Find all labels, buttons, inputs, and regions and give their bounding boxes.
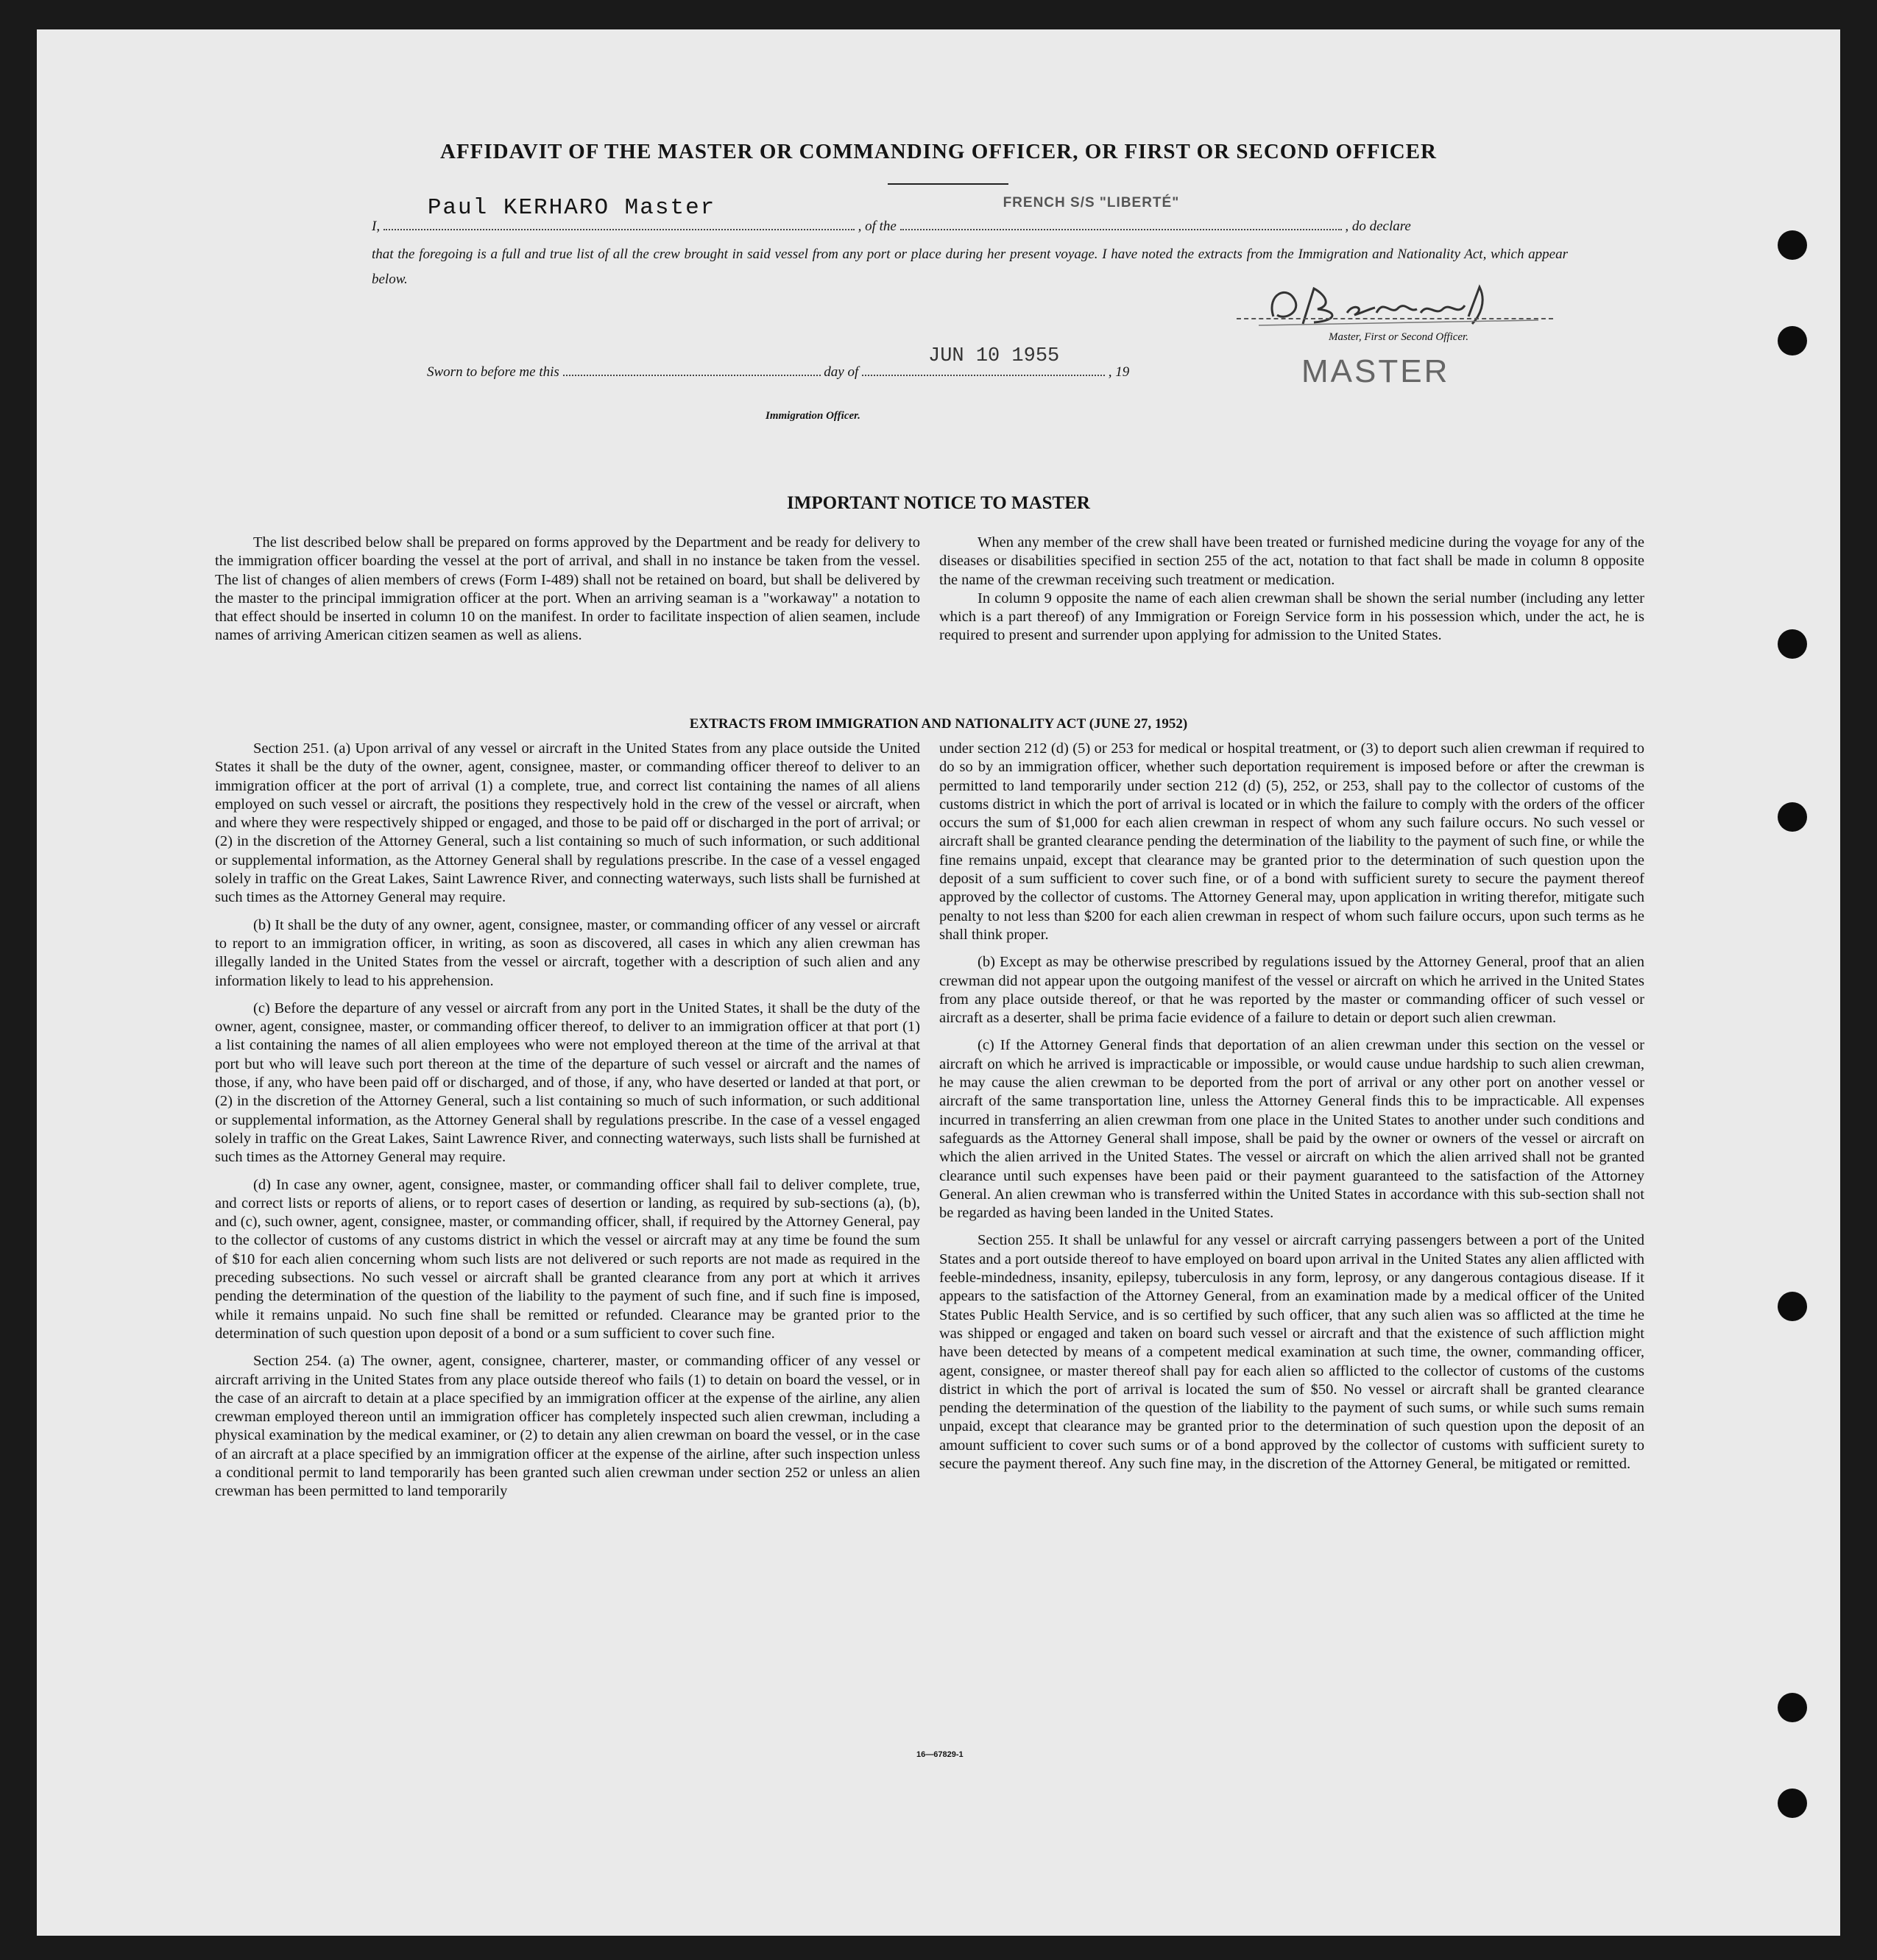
section-254a: Section 254. (a) The owner, agent, consignee, charterer, master, or commanding officer of any vessel or aircraft arriving in the United States from any place outside thereof who fails (1) to detain on board the vessel, or in the case of an aircraft to detain at a place specified by an immigration officer at the expense of the airline, any alien crewman employed thereon until an immigration officer has completely inspected such alien crewman, including a physical examination by the medical examiner, or (2) to detain any alien crewman on board the vessel, or in the case of an aircraft at a place specified by an immigration officer at the expense of the airline, after such inspection unless a conditional permit to land temporarily has been granted such alien crewman under section 252 or unless an alien crewman has been permitted to land temporarily xyxy=(215,1353,920,1500)
section-251d: (d) In case any owner, agent, consignee, master, or commanding officer shall fail to deliver complete, true, and correct lists or reports of aliens, or to report cases of desertion or landing, as required by sub-sections (a), (b), and (c), such owner, agent, consignee, master, or commanding officer, shall, if required by the Attorney General, pay to the collector of customs of any customs district in which the vessel or aircraft may at any time be found the sum of $10 for each alien concerning whom such lists are not delivered or such reports are not made as required in the preceding subsections. No such vessel or aircraft shall be granted clearance from any port at which it arrives pending the determination of the question of the liability to the payment of such fine, and if such fine is imposed, while it remains unpaid. No such fine shall be remitted or refunded. Clearance may be granted prior to the determination of such question upon deposit of a bond or a sum sufficient to cover such fine. xyxy=(215,1176,920,1342)
section-251a: Section 251. (a) Upon arrival of any vessel or aircraft in the United States from any place outside the United States it shall be the duty of the owner, agent, consignee, master, or commanding officer thereof to deliver to an immigration officer at the port of arrival (1) a complete, true, and correct list containing the names of all aliens employed on such vessel or aircraft, the positions they respectively hold in the crew of the vessel or aircraft, when and where they were respectively shipped or engaged, and those to be paid off or discharged in the port of arrival; or (2) in the discretion of the Attorney General, such a list containing so much of such information, or such additional or supplemental information, as the Attorney General shall by regulations prescribe. In the case of a vessel engaged solely in traffic on the Great Lakes, Saint Lawrence River, and connecting waterways, such lists shall be furnished at such times as the Attorney General may require. xyxy=(215,740,921,906)
do-declare-label: , do declare xyxy=(1345,219,1411,234)
document-page xyxy=(37,29,1840,1936)
day-of-label: day of xyxy=(824,364,859,380)
of-the-label: , of the xyxy=(858,219,897,234)
master-stamp: MASTER xyxy=(1301,353,1450,389)
notice-left-column xyxy=(215,534,920,654)
section-255: Section 255. It shall be unlawful for any vessel or aircraft carrying passengers between a port of the United States and a port outside thereof to have employed on board upon arrival in the United States any alien afflicted with feeble-mindedness, insanity, epilepsy, tuberculosis in any form, leprosy, or any dangerous contagious disease. If it appears to the satisfaction of the Attorney General, from an examination made by a medical officer of the United States Public Health Service, and is so certified by such officer, that any such alien was so afflicted at the time he was shipped or engaged and taken on board such vessel or aircraft and that the existence of such affliction might have been detected by means of a competent medical examination at such time, the owner, commanding officer, agent, consignee, or master thereof shall pay for each alien so afflicted to the collector of customs of the customs district in which the port of arrival is located the sum of $50. No vessel or aircraft shall be granted clearance pending the determination of the question of the liability to the payment of such sums, or while such sums remain unpaid, except that clearance may be granted prior to the determination of such question upon the deposit of an amount sufficient to cover such sums or of a bond approved by the collector of customs with sufficient surety to secure the payment thereof. Any such fine may, in the discretion of the Attorney General, be mitigated or remitted. xyxy=(939,1232,1644,1472)
declaration-body: that the foregoing is a full and true list of all the crew brought in said vessel from any port or place during her present voyage. I have noted the extracts from the Immigration and Nationality Act, which appear below. xyxy=(372,247,1568,287)
binder-hole xyxy=(1778,1789,1807,1818)
binder-hole xyxy=(1778,629,1807,659)
section-254b: (b) Except as may be otherwise prescribed by regulations issued by the Attorney General, proof that an alien crewman did not appear upon the outgoing manifest of the vessel or aircraft on which he arrived in the United States from any place outside thereof, or that he was reported by the master or commanding officer of such vessel or aircraft as a deserter, shall be prima facie evidence of a failure to detain or deport such alien crewman. xyxy=(939,954,1644,1027)
extracts-left-column xyxy=(215,740,920,1510)
notice-right-p2: In column 9 opposite the name of each alien crewman shall be shown the serial number (including any letter which is a part thereof) of any Immigration or Foreign Service form in his possession which, under the act, he is required to present and surrender upon applying for admission to the United States. xyxy=(939,590,1644,644)
date-stamp: JUN 10 1955 xyxy=(928,345,1060,367)
notice-right-p1: When any member of the crew shall have been treated or furnished medicine during the voyage for any of the diseases or disabilities specified in section 255 of the act, notation to that fact shall be made in column 8 opposite the name of the crewman receiving such treatment or medication. xyxy=(939,534,1644,588)
sworn-label: Sworn to before me this xyxy=(427,364,559,380)
vessel-name-field xyxy=(900,195,1342,230)
master-name-field xyxy=(383,195,855,230)
notice-title: IMPORTANT NOTICE TO MASTER xyxy=(787,493,1090,513)
notice-left-text: The list described below shall be prepared on forms approved by the Department and be ready for delivery to the immigration officer boarding the vessel at the port of arrival, and shall in no instance be taken from the vessel. The list of changes of alien members of crews (Form I-489) shall not be retained on board, but shall be delivered by the master to the principal immigration officer at the port. When an arriving seaman is a "workaway" a notation to that effect should be inserted in column 10 on the manifest. In order to facilitate inspection of alien seamen, include names of arriving American citizen seamen as well as aliens. xyxy=(215,534,920,644)
form-number: 16—67829-1 xyxy=(916,1750,964,1759)
i-label: I, xyxy=(372,219,381,234)
section-254a-continued: under section 212 (d) (5) or 253 for medical or hospital treatment, or (3) to deport such alien crewman if required to do so by an immigration officer, whether such deportation requirement is imposed before or after the crewman is permitted to land temporarily under section 212 (d) (5), 252, or 253, shall pay to the collector of customs of the customs district in which the port of arrival is located or in which the failure to comply with the orders of the officer occurs the sum of $1,000 for each alien crewman in respect of whom any such failure occurs. No such vessel or aircraft shall be granted clearance pending the determination of the liability to the payment of such fine, or while the fine remains unpaid, except that clearance may be granted prior to the determination of such question upon the deposit of a sum sufficient to cover such fine, or of a bond with sufficient surety to secure the payment thereof approved by the collector of customs. The Attorney General may, upon application in writing therefor, mitigate such penalty to not less than $200 for each alien crewman in respect of whom such failure occurs, upon such terms as he shall think proper. xyxy=(939,740,1644,943)
extracts-right-column xyxy=(939,740,1644,1482)
binder-hole xyxy=(1778,326,1807,355)
signature-caption: Master, First or Second Officer. xyxy=(1329,331,1468,343)
master-signature xyxy=(1244,280,1568,331)
section-251c: (c) Before the departure of any vessel or aircraft from any port in the United States, it shall be the duty of the owner, agent, consignee, master, or commanding officer thereof, to deliver to an immigration officer at that port (1) a list containing the names of all alien employees who were not employed thereon at the time of the arrival at that port but who will leave such port thereon at the time of the departure of such vessel or aircraft and the names of those, if any, who have been paid off or discharged, and of those, if any, who have deserted or landed at that port, or (2) in the discretion of the Attorney General, such a list containing so much of such information, or such additional or supplemental information, as the Attorney General shall by regulations prescribe. In the case of a vessel engaged solely in traffic on the Great Lakes, Saint Lawrence River, and connecting waterways, such lists shall be furnished at such times as the Attorney General may require. xyxy=(215,1000,921,1166)
section-251b: (b) It shall be the duty of any owner, agent, consignee, master, or commanding officer of any vessel or aircraft to report to an immigration officer, in writing, as soon as discovered, all cases in which any alien crewman has illegally landed in the United States from the vessel or aircraft, together with a description of such alien and any information likely to lead to his apprehension. xyxy=(215,916,920,989)
year-label: , 19 xyxy=(1108,364,1130,380)
notice-right-column xyxy=(939,534,1644,654)
affidavit-title: AFFIDAVIT OF THE MASTER OR COMMANDING OFFICER, OR FIRST OR SECOND OFFICER xyxy=(440,140,1437,163)
section-254c: (c) If the Attorney General finds that deportation of an alien crewman under this section on the vessel or aircraft on which he arrived is impracticable or impossible, or would cause undue hardship to such alien crewman, he may cause the alien crewman to be deported from the port of arrival or any other port on another vessel or aircraft of the same transportation line, unless the Attorney General finds this to be impracticable. All expenses incurred in transferring an alien crewman from one place in the United States to another under such conditions and safeguards as the Attorney General shall impose, shall be paid by the owner or owners of the vessel or aircraft on which the alien arrived in the United States. The vessel or aircraft on which the alien arrived shall not be granted clearance until such expenses have been paid or their payment guaranteed to the satisfaction of the Attorney General. An alien crewman who is transferred within the United States in accordance with this sub-section shall not be regarded as having been landed in the United States. xyxy=(939,1037,1644,1222)
officer-caption: Immigration Officer. xyxy=(766,410,860,422)
extracts-title: EXTRACTS FROM IMMIGRATION AND NATIONALITY ACT (JUNE 27, 1952) xyxy=(689,716,1188,732)
binder-hole xyxy=(1778,802,1807,832)
sworn-day-field xyxy=(563,375,821,376)
vessel-name: FRENCH S/S "LIBERTÉ" xyxy=(1003,195,1180,210)
binder-hole xyxy=(1778,1693,1807,1722)
declaration-line xyxy=(372,195,1564,235)
binder-hole xyxy=(1778,230,1807,260)
signature-line xyxy=(1237,318,1553,319)
title-underline xyxy=(888,183,1008,185)
sworn-date-field xyxy=(862,345,1105,376)
binder-hole xyxy=(1778,1292,1807,1321)
master-name: Paul KERHARO Master xyxy=(427,195,716,221)
sworn-line xyxy=(427,345,1237,381)
